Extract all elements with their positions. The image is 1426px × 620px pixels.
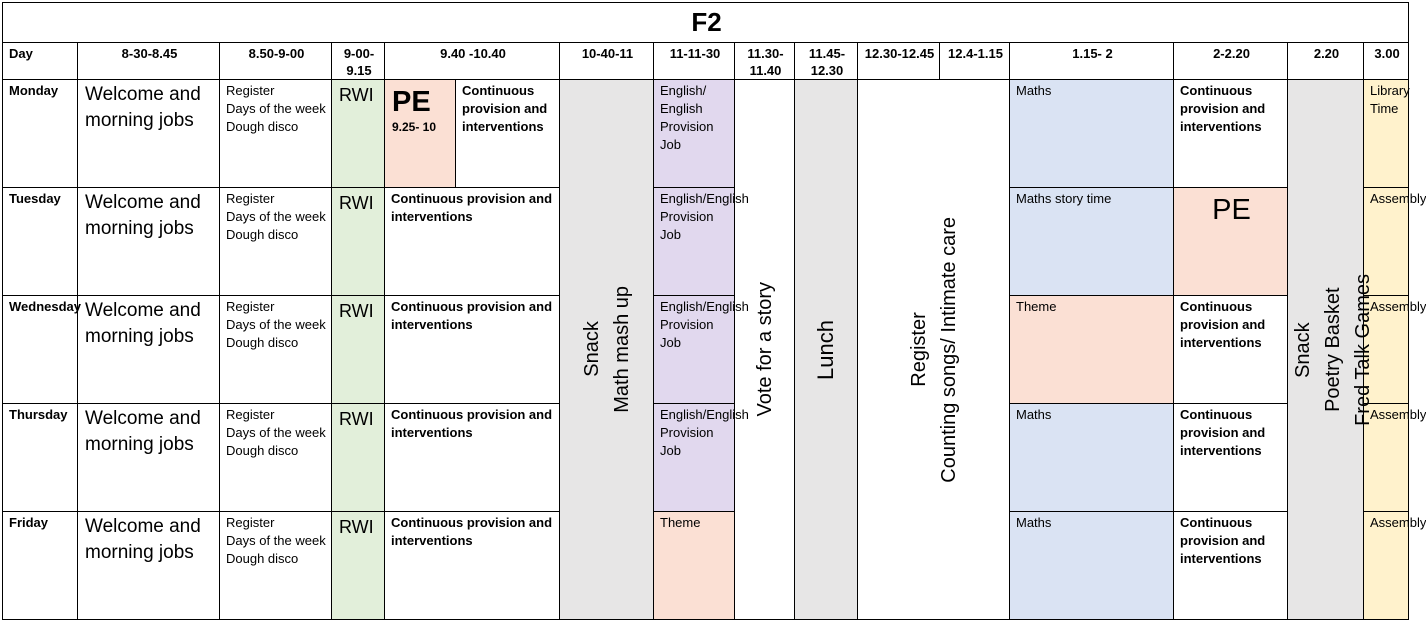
f2-timetable [2,2,1426,620]
header-time-8-30: 8-30-8.45 [78,43,220,80]
rwi-cell: RWI [332,80,385,188]
afternoon-provision-cell: Continuous provision and interventions [1174,404,1288,512]
continuous-provision-cell: Continuous provision and interventions [385,188,560,296]
header-time-2-20: 2.20 [1288,43,1364,80]
header-time-9-00: 9-00-9.15 [332,43,385,80]
register-cell: Register Days of the week Dough disco [220,404,332,512]
welcome-cell: Welcome and morning jobs [78,80,220,188]
vote-for-a-story-block [735,80,795,620]
lunch-text: Lunch [813,319,838,380]
register-cell: Register Days of the week Dough disco [220,188,332,296]
register-counting-songs-block [858,80,1010,620]
english-cell: English/English Provision Job [654,296,735,404]
register-cell: Register Days of the week Dough disco [220,512,332,620]
header-time-8-50: 8.50-9-00 [220,43,332,80]
register-cell: Register Days of the week Dough disco [220,80,332,188]
continuous-provision-cell: Continuous provision and interventions [385,512,560,620]
header-time-1-15: 1.15- 2 [1010,43,1174,80]
afternoon-provision-cell: Continuous provision and interventions [1174,296,1288,404]
timetable-title: F2 [3,3,1409,43]
pe-label: PE [392,86,431,118]
rwi-cell: RWI [332,296,385,404]
library-time-cell: Library Time [1364,80,1409,188]
snack-math-mash-up-block [560,80,654,620]
header-time-9-40: 9.40 -10.40 [385,43,560,80]
continuous-provision-cell: Continuous provision and interventions [385,296,560,404]
afternoon-provision-cell: Continuous provision and interventions [1174,512,1288,620]
header-time-3-00: 3.00 [1364,43,1409,80]
pe-afternoon-cell: PE [1174,188,1288,296]
assembly-cell: Assembly [1364,404,1409,512]
welcome-cell: Welcome and morning jobs [78,188,220,296]
maths-cell: Maths [1010,404,1174,512]
header-time-11-30: 11.30-11.40 [735,43,795,80]
afternoon-provision-cell: Continuous provision and interventions [1174,80,1288,188]
snack-poetry-basket-text: Snack Poetry Basket Fred Talk Games [1292,273,1374,426]
maths-cell: Maths [1010,512,1174,620]
day-label: Monday [3,80,78,188]
maths-cell: Maths [1010,80,1174,188]
theme-cell: Theme [654,512,735,620]
header-time-11-45: 11.45-12.30 [795,43,858,80]
welcome-cell: Welcome and morning jobs [78,404,220,512]
assembly-cell: Assembly [1364,188,1409,296]
theme-cell: Theme [1010,296,1174,404]
english-cell: English/English Provision Job [654,404,735,512]
rwi-cell: RWI [332,404,385,512]
rwi-cell: RWI [332,512,385,620]
assembly-cell: Assembly [1364,512,1409,620]
english-cell: English/ English Provision Job [654,80,735,188]
header-time-11: 11-11-30 [654,43,735,80]
day-label: Wednesday [3,296,78,404]
header-time-12-4: 12.4-1.15 [940,43,1010,80]
welcome-cell: Welcome and morning jobs [78,296,220,404]
day-label: Tuesday [3,188,78,296]
lunch-block [795,80,858,620]
register-counting-songs-text: Register Counting songs/ Intimate care [907,216,960,483]
header-time-12-30: 12.30-12.45 [858,43,940,80]
register-cell: Register Days of the week Dough disco [220,296,332,404]
header-time-10-40: 10-40-11 [560,43,654,80]
rwi-cell: RWI [332,188,385,296]
assembly-cell: Assembly [1364,296,1409,404]
header-time-2: 2-2.20 [1174,43,1288,80]
pe-cell [385,80,456,188]
vote-for-a-story-text: Vote for a story [753,282,776,417]
snack-math-mash-up-text: Snack Math mash up [580,286,633,413]
maths-story-time-cell: Maths story time [1010,188,1174,296]
header-day: Day [3,43,78,80]
continuous-provision-cell: Continuous provision and interventions [385,404,560,512]
day-label: Thursday [3,404,78,512]
english-cell: English/English Provision Job [654,188,735,296]
pe-time: 9.25- 10 [392,120,437,134]
day-label: Friday [3,512,78,620]
snack-poetry-basket-block [1288,80,1374,620]
welcome-cell: Welcome and morning jobs [78,512,220,620]
continuous-provision-cell: Continuous provision and interventions [456,80,560,188]
